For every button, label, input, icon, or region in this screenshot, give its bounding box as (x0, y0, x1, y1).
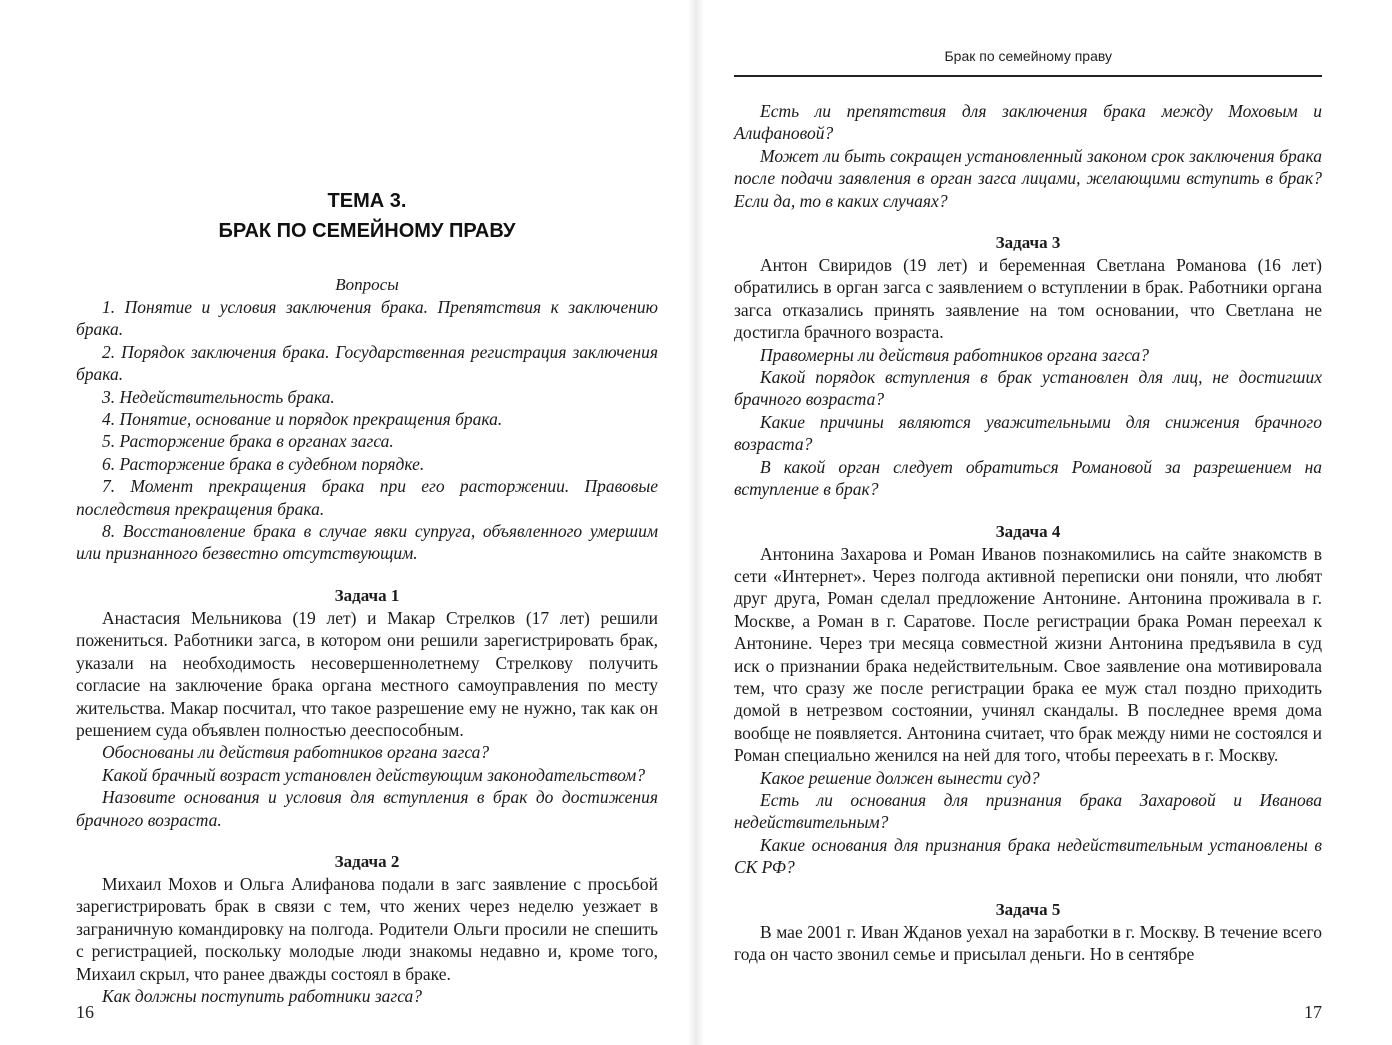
task-4-question: Какие основания для признания брака недействительным установлены в СК РФ? (734, 834, 1322, 878)
right-page (696, 0, 1392, 1045)
question-item: 2. Порядок заключения брака. Государственная регистрация заключения брака. (76, 341, 658, 385)
right-page-body (734, 100, 1322, 965)
task-4-title: Задача 4 (995, 521, 1061, 541)
left-page-body (76, 186, 658, 1007)
header-rule (734, 75, 1322, 77)
task-4-question: Какое решение должен вынести суд? (760, 767, 1040, 788)
task-2-question: Как должны поступить работники загса? (102, 985, 423, 1006)
task-1-question: Какой брачный возраст установлен действующим законодательством? (102, 764, 646, 785)
question-item: 3. Недействительность брака. (102, 386, 335, 407)
task-1-question: Назовите основания и условия для вступления в брак до достижения брачного возраста. (76, 787, 658, 830)
page-number-left: 16 (76, 1002, 94, 1022)
task-3-question: В какой орган следует обратиться Романовой за разрешением на вступление в брак? (734, 456, 1322, 500)
task-2-text: Михаил Мохов и Ольга Алифанова подали в загс заявление с просьбой зарегистрировать брак в связи с тем, что жених через неделю уезжает в заграничную командировку на полгода. Родители Ольги просили не спешить с регистрацией, поскольку молодые люди знакомы недавно и, кроме того, Михаил скрыл, что ранее дважды состоял в браке. (76, 873, 658, 984)
task-2-title: Задача 2 (334, 851, 400, 871)
task-1-question: Обоснованы ли действия работников органа загса? (102, 742, 490, 763)
question-item: 8. Восстановление брака в случае явки супруга, объявленного умершим или признанного безвестно отсутствующим. (76, 521, 658, 564)
task-3-question: Какой порядок вступления в брак установлен для лиц, не достигших брачного возраста? (734, 367, 1322, 410)
chapter-number: ТЕМА 3. (327, 190, 407, 212)
task-3-question: Правомерны ли действия работников органа загса? (760, 344, 1150, 365)
question-item: 4. Понятие, основание и порядок прекращения брака. (102, 409, 503, 430)
task-1-text: Анастасия Мельникова (19 лет) и Макар Стрелков (17 лет) решили пожениться. Работники загса, в котором они решили зарегистрировать брак, указали на необходимость несовершеннолетнему Стрелкову получить согласие на заключение брака органа местного самоуправления по месту жительства. Макар посчитал, что такое разрешение ему не нужно, так как он решением суда объявлен полностью дееспособным. (76, 607, 658, 740)
question-item: 7. Момент прекращения брака при его расторжении. Правовые последствия прекращения брака. (76, 476, 658, 519)
task-3-text: Антон Свиридов (19 лет) и беременная Светлана Романова (16 лет) обратились в орган загса с заявлением о вступлении в брак. Работники органа загса отказались принять заявление на том основании, что Светлана не достигла брачного возраста. (734, 255, 1322, 343)
task-5-text: В мае 2001 г. Иван Жданов уехал на заработки в г. Москву. В течение всего года он часто звонил семье и присылал деньги. Но в сентябре (734, 921, 1322, 964)
page-number-right: 17 (1304, 1002, 1322, 1022)
chapter-title (76, 186, 658, 246)
task-3-title: Задача 3 (995, 233, 1061, 253)
question-item: 1. Понятие и условия заключения брака. Препятствия к заключению брака. (76, 297, 658, 340)
task-4-question: Есть ли основания для признания брака Захаровой и Иванова недействительным? (734, 789, 1322, 833)
task-2-question: Есть ли препятствия для заключения брака между Моховым и Алифановой? (734, 101, 1322, 144)
chapter-name: БРАК ПО СЕМЕЙНОМУ ПРАВУ (218, 220, 516, 242)
task-5-title: Задача 5 (995, 899, 1061, 919)
task-2-question: Может ли быть сокращен установленный законом срок заключения брака после подачи заявления в орган загса лицами, желающими вступить в брак? Если да, то в каких случаях? (734, 145, 1322, 211)
questions-heading: Вопросы (335, 275, 399, 294)
task-4-text: Антонина Захарова и Роман Иванов познакомились на сайте знакомств в сети «Интернет». Через полгода активной переписки они поняли, что любят друг друга, Роман сделал предложение Антонине. Антонина проживала в г. Москве, а Роман в г. Саратове. После регистрации брака Роман переехал к Антонине. Через три месяца совместной жизни Антонина предъявила в суд иск о признании брака недействительным. Свое заявление она мотивировала тем, что сразу же после регистрации брака ее муж стал поздно приходить домой в нетрезвом состоянии, учинял скандалы. В последнее время дома вообще не появляется. Антонина считает, что брак между ними не состоялся и Роман специально женился на ней для того, чтобы переехать в г. Москву. (734, 543, 1322, 766)
question-item: 6. Расторжение брака в судебном порядке. (102, 453, 425, 474)
running-header: Брак по семейному праву (944, 48, 1112, 64)
task-1-title: Задача 1 (334, 585, 400, 605)
task-3-question: Какие причины являются уважительными для снижения брачного возраста? (734, 411, 1322, 455)
question-item: 5. Расторжение брака в органах загса. (102, 431, 394, 452)
